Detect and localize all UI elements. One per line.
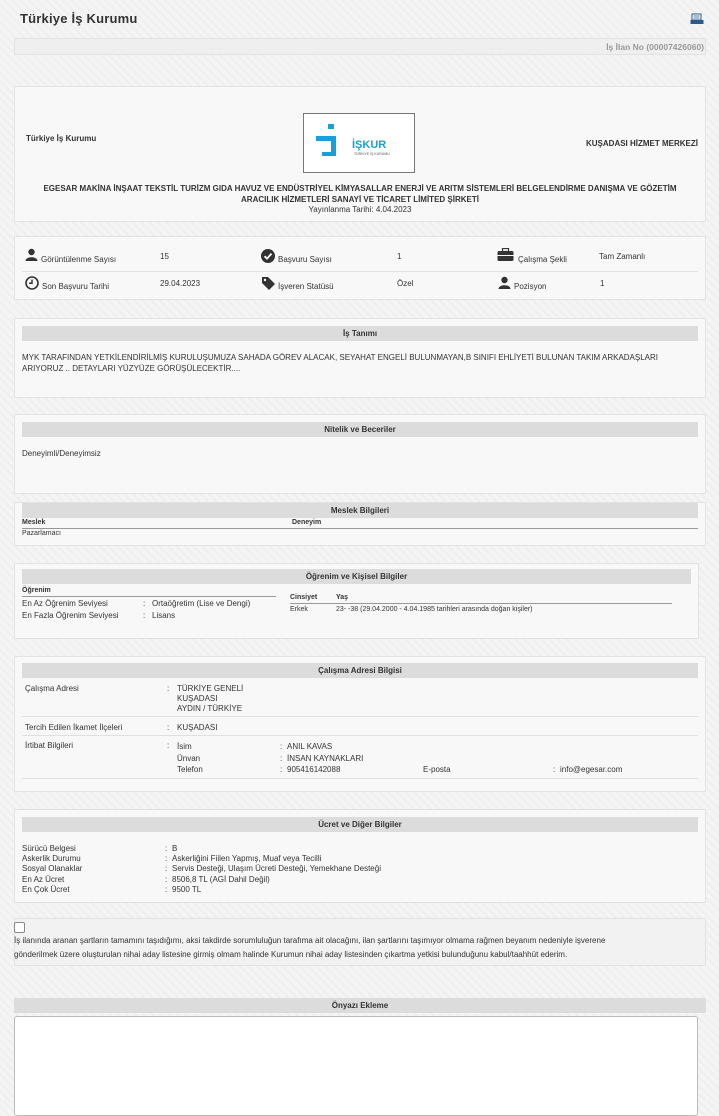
logo-text: Türkiye İş Kurumu	[20, 11, 138, 26]
profession-title: Meslek Bilgileri	[22, 503, 698, 518]
colon: :	[143, 611, 146, 620]
age-col: Yaş	[336, 594, 349, 601]
military-label: Askerlik Durumu	[22, 854, 81, 863]
briefcase-icon	[497, 248, 514, 261]
check-circle-icon	[261, 249, 275, 263]
job-def-title: İş Tanımı	[22, 326, 698, 341]
stats-panel	[14, 236, 706, 300]
gender-value: Erkek	[290, 606, 308, 613]
svg-text:İŞKUR: İŞKUR	[352, 139, 387, 151]
applications-value: 1	[397, 252, 402, 261]
print-icon[interactable]	[690, 13, 704, 25]
colon: :	[167, 684, 170, 693]
contact-name-label: İsim	[177, 742, 192, 751]
org-label: Türkiye İş Kurumu	[26, 134, 97, 143]
ilan-bar	[14, 38, 706, 55]
colon: :	[165, 875, 168, 884]
contact-title-value: İNSAN KAYNAKLARI	[287, 754, 364, 763]
colon: :	[165, 854, 168, 863]
published-date: Yayınlanma Tarihi: 4.04.2023	[308, 205, 412, 214]
education-title: Öğrenim ve Kişisel Bilgiler	[22, 569, 691, 584]
education-sub-line	[22, 596, 276, 597]
colon: :	[280, 765, 283, 774]
job-def-line1: MYK TARAFINDAN YETKİLENDİRİLMİŞ KURULUŞUMUZA SAHADA GÖREV ALACAK, SEYAHAT ENGELİ BULUNMAYAN,B SINIFI EHLİYETİ BULUNAN TAKIM ARKADAŞLARI	[22, 353, 659, 362]
license-value: B	[172, 844, 178, 853]
employer-status-value: Özel	[397, 279, 414, 288]
iskur-logo	[303, 113, 415, 173]
work-address-line2: KUŞADASI	[177, 694, 218, 703]
colon: :	[280, 742, 283, 751]
colon: :	[280, 754, 283, 763]
address-divider	[22, 735, 698, 736]
personal-header-line	[290, 603, 672, 604]
colon: :	[167, 741, 170, 750]
contact-email-value[interactable]: info@egesar.com	[560, 765, 623, 774]
license-label: Sürücü Belgesi	[22, 844, 76, 853]
contact-phone-label: Telefon	[177, 765, 203, 774]
views-value: 15	[160, 252, 169, 261]
gender-col: Cinsiyet	[290, 594, 318, 601]
address-divider	[22, 716, 698, 717]
profession-header-line	[22, 528, 698, 529]
colon: :	[165, 864, 168, 873]
skills-title: Nitelik ve Beceriler	[22, 422, 698, 437]
residence-value: KUŞADASI	[177, 723, 218, 732]
company-name-2: ARACILIK HİZMETLERİ SANAYİ VE TİCARET LİMİTED ŞİRKETİ	[241, 195, 479, 204]
profession-col-meslek: Meslek	[22, 519, 46, 526]
profession-col-deneyim: Deneyim	[292, 519, 322, 526]
consent-text-line2: gönderilmek üzere oluşturulan nihai aday listesine girmiş olmam halinde Kurumun nihai aday listesinden çıkartma yetkisi bulunduğunu kabul/taahhüt ederim.	[14, 950, 568, 959]
job-def-line2: ARIYORUZ .. DETAYLARI YÜZYÜZE GÖRÜŞÜLECEKTİR....	[22, 364, 241, 373]
contact-name-value: ANIL KAVAS	[287, 742, 333, 751]
preface-title: Önyazı Ekleme	[14, 998, 706, 1013]
company-name-1: EGESAR MAKİNA İNŞAAT TEKSTİL TURİZM GIDA HAVUZ VE ENDÜSTRİYEL KİMYASALLAR ENERJİ VE ARITM SİSTEMLERİ BELGELENDİRME DANIŞMA VE GÖZETİM	[43, 184, 677, 193]
work-type-value: Tam Zamanlı	[599, 252, 646, 261]
skills-text: Deneyimli/Deneyimsiz	[22, 449, 101, 458]
employer-status-label: İşveren Statüsü	[278, 282, 334, 291]
work-address-line3: AYDIN / TÜRKİYE	[177, 704, 243, 713]
views-label: Görüntülenme Sayısı	[41, 255, 117, 264]
address-divider	[22, 778, 698, 779]
contact-label: İrtibat Bilgileri	[25, 741, 74, 750]
work-address-label: Çalışma Adresi	[25, 684, 79, 693]
benefits-value: Servis Desteği, Ulaşım Ücreti Desteği, Yemekhane Desteği	[172, 864, 381, 873]
tag-icon	[261, 276, 276, 291]
education-subtitle: Öğrenim	[22, 587, 51, 594]
svg-text:TÜRKİYE İŞ KURUMU: TÜRKİYE İŞ KURUMU	[354, 152, 390, 156]
deadline-label: Son Başvuru Tarihi	[42, 282, 109, 291]
benefits-label: Sosyal Olanaklar	[22, 864, 83, 873]
center-name: KUŞADASI HİZMET MERKEZİ	[586, 139, 698, 148]
residence-label: Tercih Edilen İkamet İlçeleri	[25, 723, 123, 732]
address-title: Çalışma Adresi Bilgisi	[22, 663, 698, 678]
min-wage-value: 8506,8 TL (AGİ Dahil Değil)	[172, 875, 270, 884]
deadline-value: 29.04.2023	[160, 279, 201, 288]
consent-checkbox[interactable]	[14, 922, 25, 933]
work-address-line1: TÜRKİYE GENELİ	[177, 684, 244, 693]
contact-email-label: E-posta	[423, 765, 451, 774]
positions-value: 1	[600, 279, 605, 288]
positions-label: Pozisyon	[514, 282, 547, 291]
max-wage-label: En Çok Ücret	[22, 885, 70, 894]
colon: :	[167, 723, 170, 732]
contact-title-label: Ünvan	[177, 754, 201, 763]
contact-phone-value: 905416142088	[287, 765, 341, 774]
clock-icon	[25, 276, 39, 290]
colon: :	[143, 599, 146, 608]
user-icon	[498, 276, 511, 289]
consent-text-line1: İş ilanında aranan şartların tamamını taşıdığımı, aksi takdirde sorumluluğun tarafıma ait olacağını, ilan şartlarını taşımıyor olmama rağmen beyanım nedeniyle işverene	[14, 936, 606, 945]
stats-divider	[22, 271, 698, 272]
work-type-label: Çalışma Şekli	[518, 255, 567, 264]
min-edu-label: En Az Öğrenim Seviyesi	[22, 599, 108, 608]
colon: :	[553, 765, 556, 774]
user-icon	[25, 248, 38, 261]
colon: :	[165, 885, 168, 894]
min-wage-label: En Az Ücret	[22, 875, 65, 884]
max-edu-label: En Fazla Öğrenim Seviyesi	[22, 611, 119, 620]
min-edu-value: Ortaöğretim (Lise ve Dengi)	[152, 599, 251, 608]
age-value: 23- -38 (29.04.2000 - 4.04.1985 tarihleri arasında doğan kişiler)	[336, 606, 533, 613]
max-edu-value: Lisans	[152, 611, 176, 620]
profession-row-meslek: Pazarlamacı	[22, 530, 61, 537]
ilan-no: İş İlan No (00007426060)	[606, 42, 704, 52]
preface-textarea[interactable]	[14, 1016, 698, 1116]
applications-label: Başvuru Sayısı	[278, 255, 332, 264]
max-wage-value: 9500 TL	[172, 885, 202, 894]
colon: :	[165, 844, 168, 853]
military-value: Askerliğini Fiilen Yapmış, Muaf veya Tecilli	[172, 854, 322, 863]
wage-title: Ücret ve Diğer Bilgiler	[22, 817, 698, 832]
